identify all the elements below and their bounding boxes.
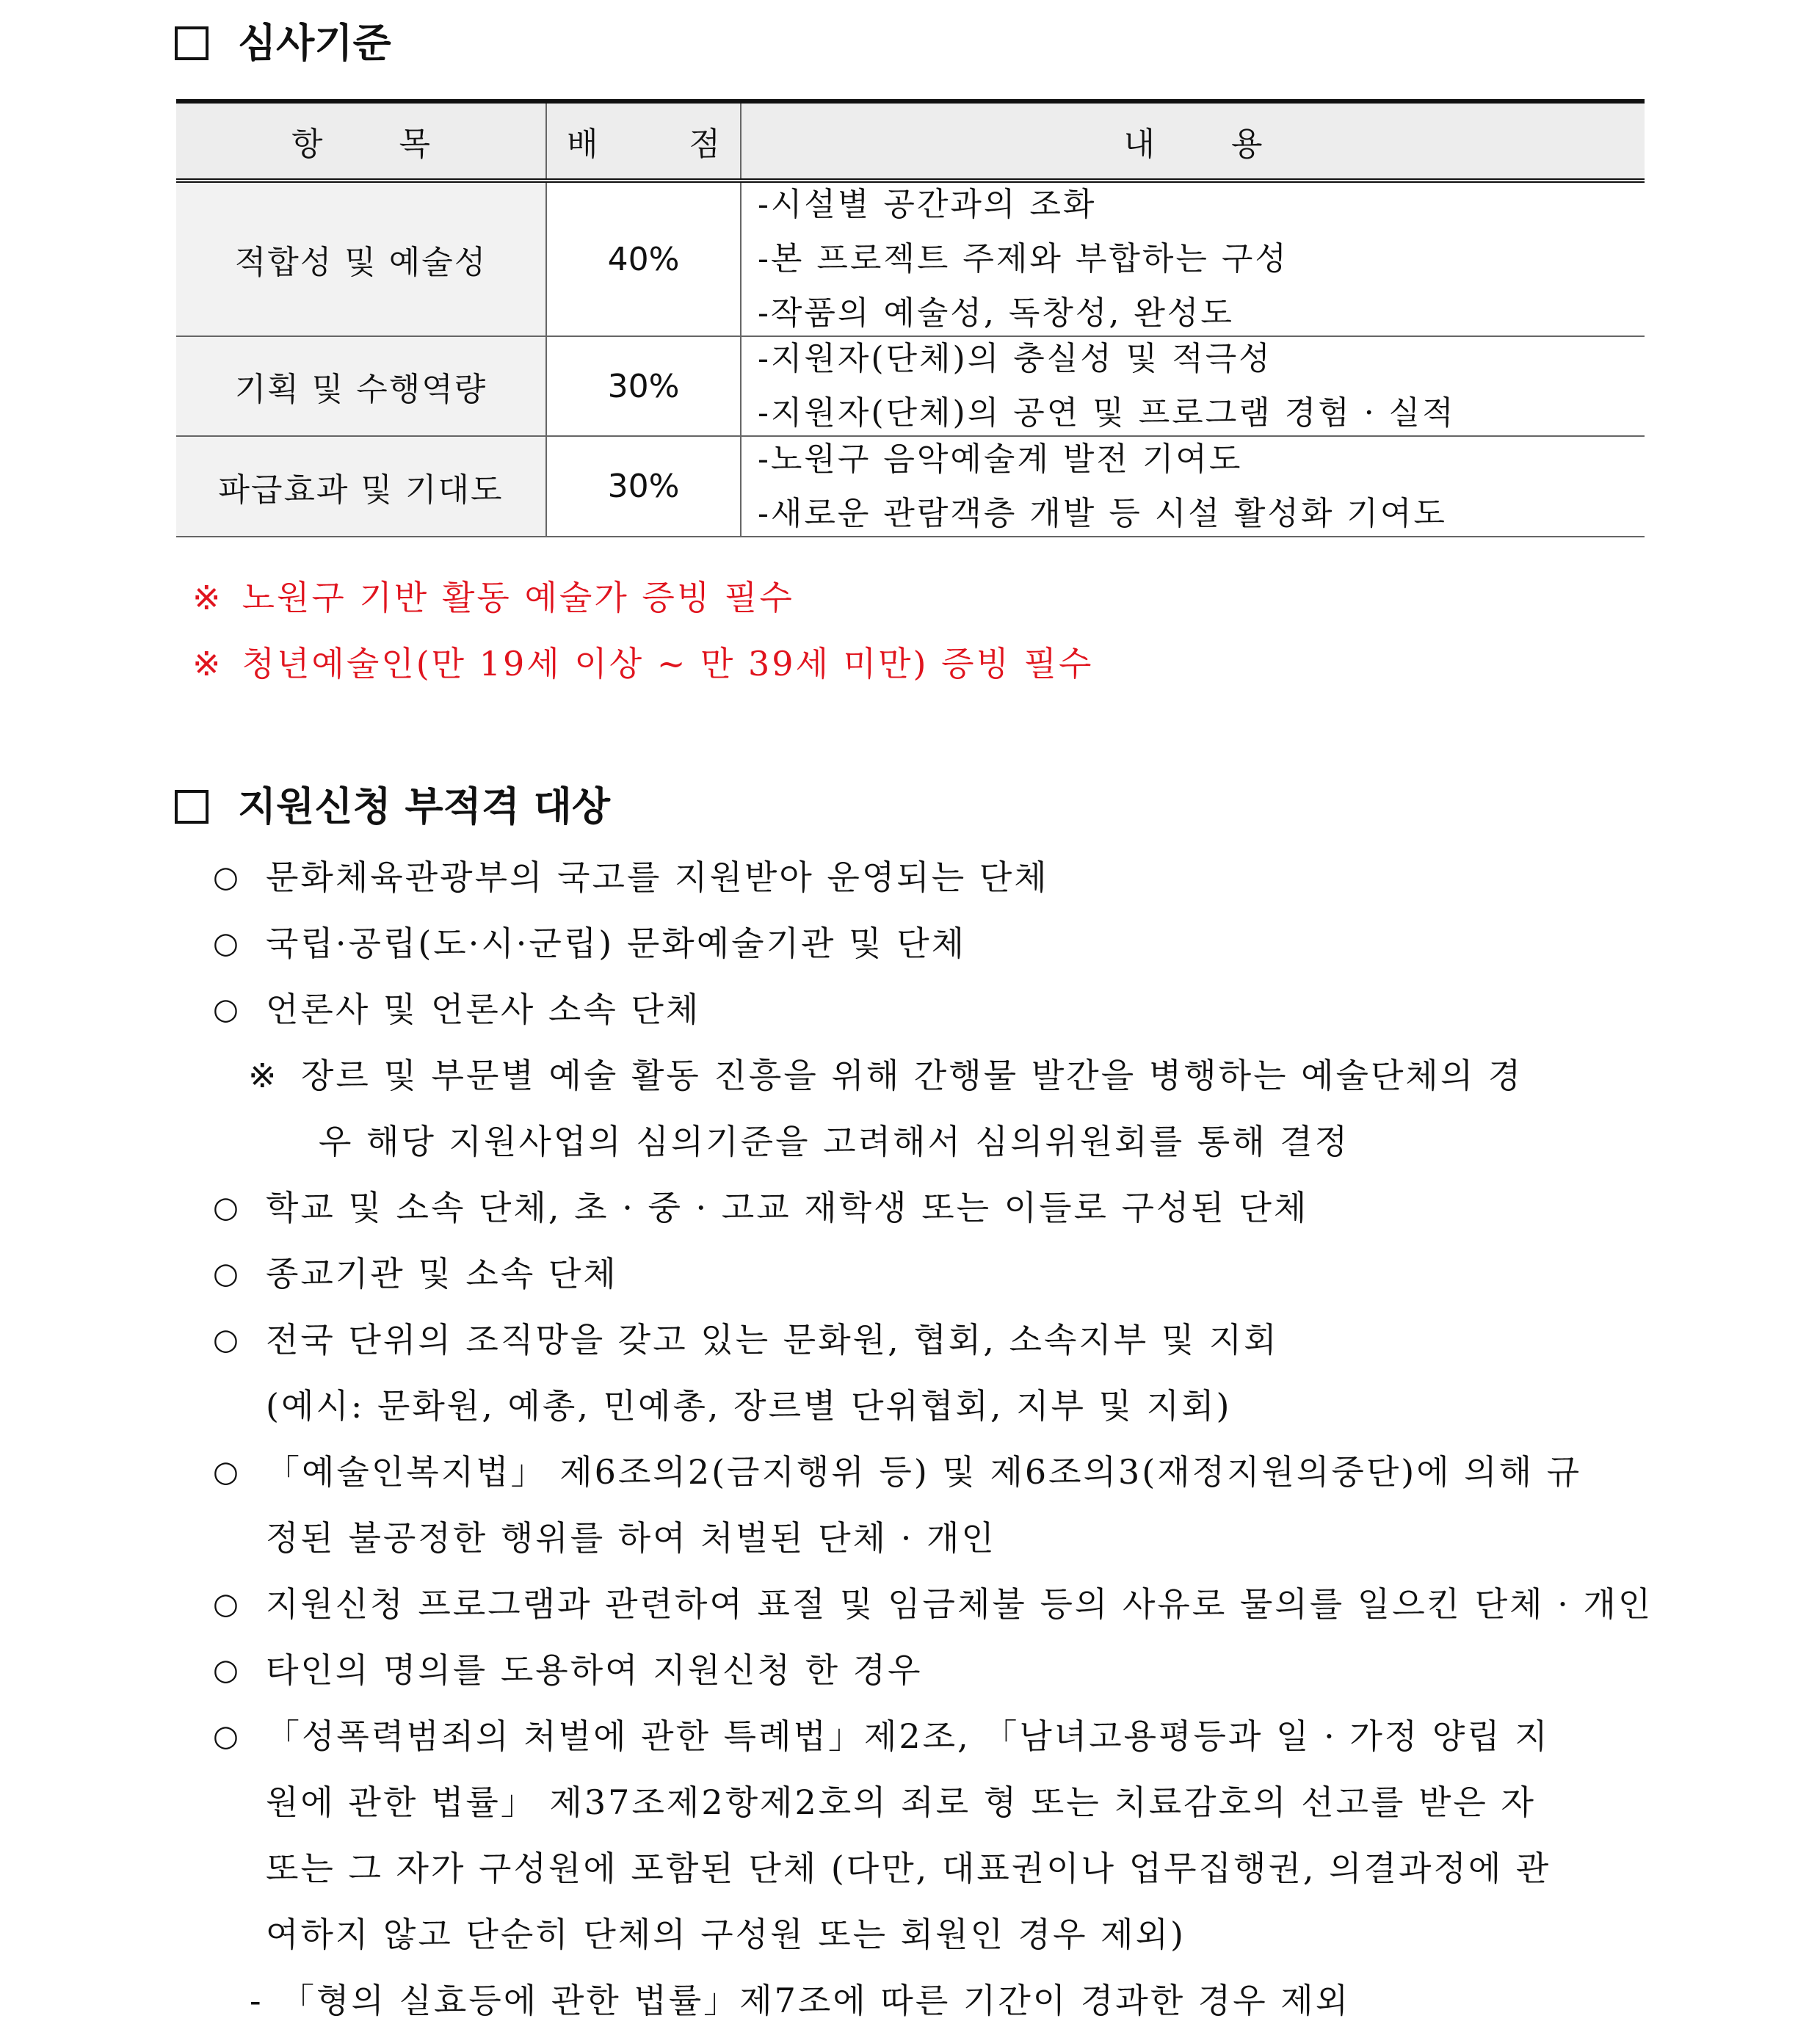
list-item — [213, 844, 1645, 910]
item-line: 원에 관한 법률」 제37조제2항제2호의 죄로 형 또는 치료감호의 선고를 받은 자 — [266, 1782, 1536, 1822]
item-line: 또는 그 자가 구성원에 포함된 단체 (다만, 대표권이나 업무집행권, 의결과정에 관 — [266, 1849, 1551, 1888]
table-row — [176, 437, 1645, 537]
bullet-icon: ○ — [213, 1455, 241, 1489]
bullet-icon: ○ — [213, 926, 241, 960]
reference-mark: ※ — [192, 644, 223, 683]
list-item — [213, 910, 1645, 976]
reference-mark: ※ — [248, 1056, 279, 1095]
item-line: 국립·공립(도·시·군립) 문화예술기관 및 단체 — [266, 924, 967, 963]
item-line: 종교기관 및 소속 단체 — [266, 1254, 618, 1294]
bullet-icon: ○ — [213, 1587, 241, 1621]
row-item: 파급효과 및 기대도 — [176, 437, 547, 536]
table-row — [176, 337, 1645, 437]
row-score: 40% — [547, 183, 742, 335]
disqualification-section-title — [175, 783, 611, 830]
list-item — [213, 1307, 1645, 1439]
row-content — [742, 437, 1645, 536]
content-line: -새로운 관람객층 개발 등 시설 활성화 기여도 — [758, 494, 1447, 532]
item-line: (예시: 문화원, 예총, 민예총, 장르별 단위협회, 지부 및 지회) — [266, 1386, 1232, 1426]
reference-mark: ※ — [192, 578, 223, 617]
item-line: 여하지 않고 단순히 단체의 구성원 또는 회원인 경우 제외) — [266, 1915, 1186, 1954]
bullet-icon: ○ — [213, 1257, 241, 1291]
item-line: 전국 단위의 조직망을 갖고 있는 문화원, 협회, 소속지부 및 지회 — [266, 1320, 1279, 1360]
header-item-text: 항 목 — [291, 126, 430, 163]
note-youth-artist — [192, 637, 1093, 686]
checkbox-icon — [175, 790, 209, 824]
exception-dash-item — [213, 1967, 1645, 2024]
note-local-artist — [192, 571, 794, 620]
row-content — [742, 337, 1645, 435]
press-exception-note — [213, 1042, 1645, 1175]
table-row — [176, 183, 1645, 337]
note-line: 장르 및 부문별 예술 활동 진흥을 위해 간행물 발간을 병행하는 예술단체의 경 — [301, 1056, 1523, 1095]
list-item — [213, 1571, 1653, 1637]
content-line: -작품의 예술성, 독창성, 완성도 — [758, 294, 1234, 332]
list-item — [213, 1439, 1645, 1571]
item-line: 타인의 명의를 도용하여 지원신청 한 경우 — [266, 1650, 923, 1690]
content-line: -본 프로젝트 주제와 부합하는 구성 — [758, 240, 1288, 278]
list-item — [213, 1637, 1645, 1703]
header-content-text: 내 용 — [1123, 126, 1263, 163]
disqualification-title-text: 지원신청 부적격 대상 — [238, 783, 611, 830]
row-score: 30% — [547, 437, 742, 536]
row-item: 기획 및 수행역량 — [176, 337, 547, 435]
header-score-text: 배 점 — [567, 126, 720, 163]
checkbox-icon — [175, 26, 209, 60]
criteria-section-title — [175, 20, 391, 66]
bullet-icon: ○ — [213, 1719, 241, 1753]
item-line: 문화체육관광부의 국고를 지원받아 운영되는 단체 — [266, 857, 1049, 897]
bullet-icon: ○ — [213, 993, 241, 1026]
row-item: 적합성 및 예술성 — [176, 183, 547, 335]
content-line: -노원구 음악예술계 발전 기여도 — [758, 440, 1243, 478]
content-line: -지원자(단체)의 충실성 및 적극성 — [758, 340, 1272, 377]
item-line: 「예술인복지법」 제6조의2(금지행위 등) 및 제6조의3(재정지원의중단)에 의해 규 — [266, 1452, 1582, 1492]
disqualification-list — [213, 844, 1653, 2024]
bullet-icon: ○ — [213, 1191, 241, 1225]
item-line: 정된 불공정한 행위를 하여 처벌된 단체 · 개인 — [266, 1518, 996, 1558]
note-line: 우 해당 지원사업의 심의기준을 고려해서 심의위원회를 통해 결정 — [319, 1122, 1350, 1161]
note-text: 청년예술인(만 19세 이상 ~ 만 39세 미만) 증빙 필수 — [242, 644, 1094, 683]
list-item — [213, 1241, 1645, 1307]
item-line: 지원신청 프로그램과 관련하여 표절 및 임금체불 등의 사유로 물의를 일으킨 단체 · 개인 — [266, 1584, 1653, 1624]
header-score — [547, 104, 742, 178]
item-line: 「성폭력범죄의 처벌에 관한 특례법」제2조, 「남녀고용평등과 일 · 가정 양립 지 — [266, 1716, 1550, 1756]
content-line: -지원자(단체)의 공연 및 프로그램 경험 · 실적 — [758, 394, 1456, 432]
criteria-title-text: 심사기준 — [238, 20, 391, 66]
table-header-row — [176, 104, 1645, 183]
list-item — [213, 976, 1645, 1042]
content-line: -시설별 공간과의 조화 — [758, 186, 1097, 223]
bullet-icon: ○ — [213, 1653, 241, 1687]
row-score: 30% — [547, 337, 742, 435]
row-content — [742, 183, 1645, 335]
list-item — [213, 1175, 1645, 1241]
criteria-table — [176, 99, 1645, 537]
item-line: 언론사 및 언론사 소속 단체 — [266, 990, 701, 1029]
note-text: 노원구 기반 활동 예술가 증빙 필수 — [242, 578, 794, 617]
item-line: 학교 및 소속 단체, 초 · 중 · 고교 재학생 또는 이들로 구성된 단체 — [266, 1188, 1309, 1227]
bullet-icon: ○ — [213, 860, 241, 894]
header-item — [176, 104, 547, 178]
dash-mark: - — [250, 1981, 264, 2020]
bullet-icon: ○ — [213, 1323, 241, 1357]
list-item — [213, 1703, 1645, 1967]
header-content — [742, 104, 1645, 178]
dash-item-text: 「형의 실효등에 관한 법률」제7조에 따른 기간이 경과한 경우 제외 — [280, 1981, 1351, 2020]
